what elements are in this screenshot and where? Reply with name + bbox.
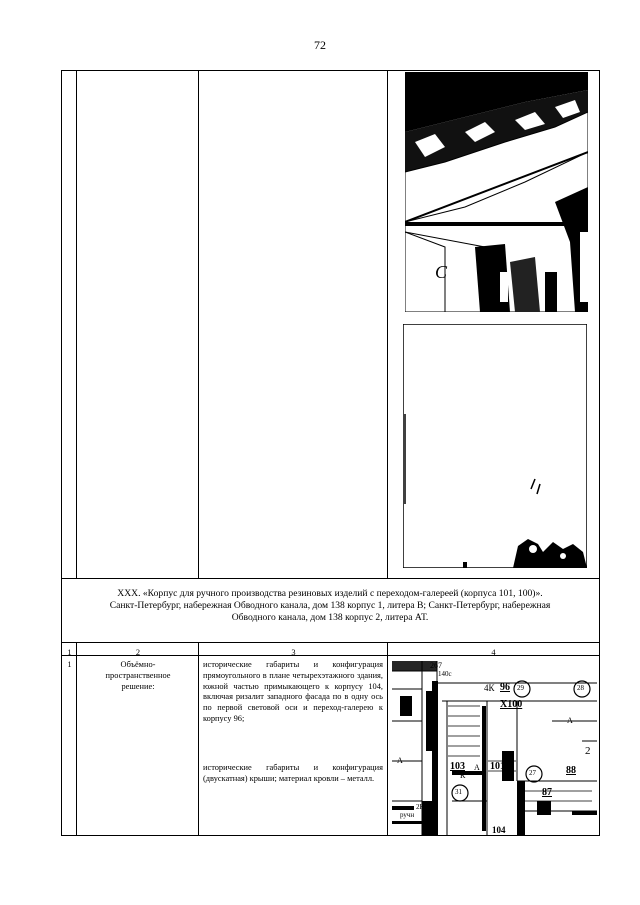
page-number: 72 (314, 38, 326, 52)
col-divider-1-lower (76, 642, 77, 836)
section-title-bottom (61, 642, 600, 643)
plan-label-a-1: А (567, 716, 573, 725)
plan-label-96: 96 (500, 682, 510, 693)
column-number-1: 1 (67, 648, 72, 657)
plan-label-29: 29 (517, 684, 524, 692)
building-interior-photo-2 (403, 324, 587, 568)
row-number: 1 (67, 660, 72, 669)
plan-label-87: 87 (542, 787, 552, 798)
plan-label-88: 88 (566, 765, 576, 776)
plan-label-104: 104 (492, 825, 506, 835)
plan-label-a-2: А (397, 756, 403, 765)
table-border-bottom (61, 835, 600, 836)
section-title-top (61, 578, 600, 579)
col-divider-1-upper (76, 70, 77, 578)
section-title (62, 588, 598, 624)
photo-letter-label: С (435, 262, 448, 282)
plan-label-140c: 140с (438, 670, 452, 678)
plan-label-2: 2 (585, 745, 591, 757)
plan-label-a-3: А (474, 763, 480, 772)
section-title-line-2: Санкт-Петербург, набережная Обводного канала, дом 138 корпус 1, литера В; Санкт-Петербург, набережная (109, 600, 551, 611)
plan-label-2k: 2К (416, 803, 425, 811)
plan-label-k-2: К (460, 771, 466, 780)
plan-label-4k: 4К (484, 683, 495, 693)
plan-label-28: 28 (577, 684, 584, 692)
plan-label-103: 103 (450, 761, 465, 772)
col-divider-2-upper (198, 70, 199, 578)
table-border-right (599, 70, 600, 836)
plan-label-ruchn: ручн (400, 811, 415, 819)
plan-label-101: 101 (490, 761, 505, 772)
building-interior-photo-1 (405, 72, 588, 312)
section-title-line-1: XXX. «Корпус для ручного производства резиновых изделий с переходом-галереей (корпуса 101, 100)». (117, 588, 543, 599)
column-number-2: 2 (135, 648, 141, 657)
column-number-4: 4 (491, 648, 496, 657)
plan-label-x100: X100 (500, 699, 523, 710)
section-title-line-3: Обводного канала, дом 138 корпус 2, литера АТ. (231, 612, 429, 623)
table-border-left (61, 70, 62, 836)
plan-label-27: 27 (529, 769, 536, 777)
table-border-top (61, 70, 600, 71)
site-plan-map (392, 661, 597, 835)
plan-label-31: 31 (455, 788, 462, 796)
col-divider-3-lower (387, 642, 388, 836)
plan-label-k-1: К (426, 736, 432, 745)
plan-label-267: 267 (430, 661, 442, 670)
row-description-paragraph-1: исторические габариты и конфигурация прямоугольного в плане четырехэтажного здания, южной частью примыкающего к корпусу 104, включая ризалит западного фасада по в одну ось по первой световой оси и переход-галерею к корпусу 96; (203, 660, 383, 723)
col-divider-3-upper (387, 70, 388, 578)
column-number-3: 3 (291, 648, 296, 657)
row-description-paragraph-2: исторические габариты и конфигурация (двускатная) крыши; материал кровли – металл. (203, 763, 383, 783)
row-subject: Объёмно-пространственное решение: (105, 660, 171, 691)
col-divider-2-lower (198, 642, 199, 836)
